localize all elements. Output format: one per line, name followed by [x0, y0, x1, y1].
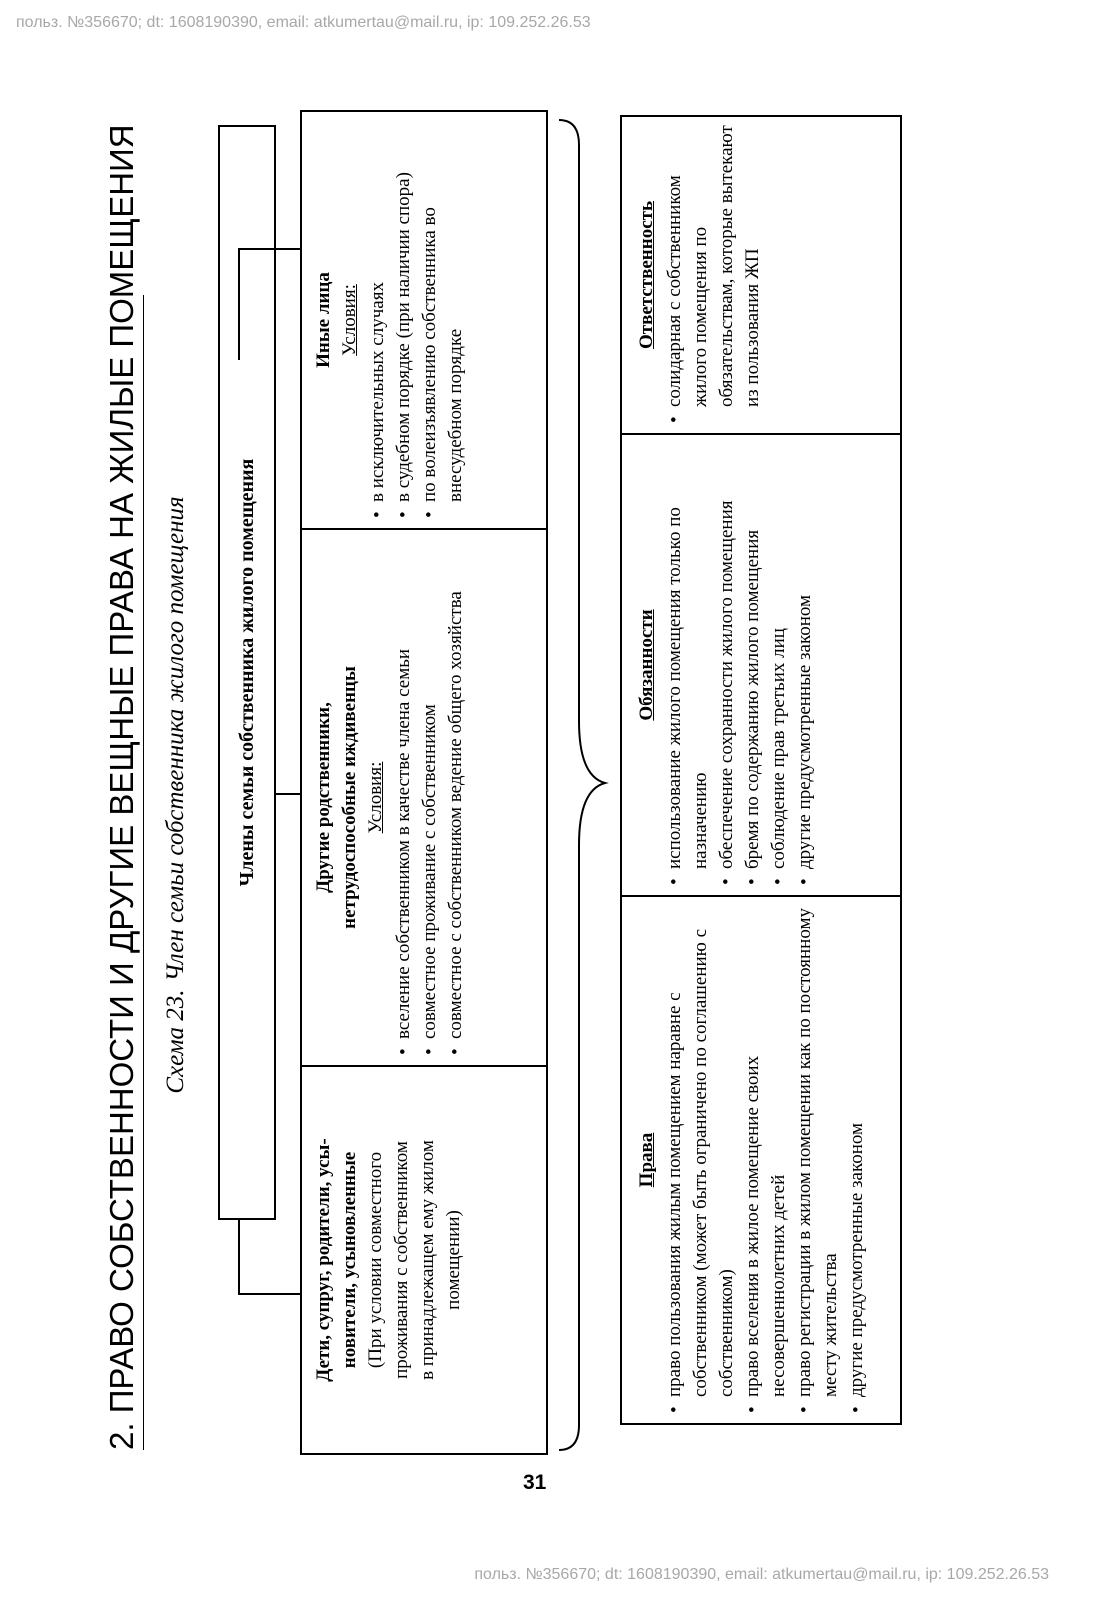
column-obligations-item: • использование жилого помещения только по назначению	[662, 443, 714, 887]
column-rights-item: • право пользования жилым помещением наравне с собственником (может быть ограничено по соглашению с собственником)	[662, 905, 740, 1415]
connector-left-vertical	[238, 1293, 300, 1295]
group-close-relatives-note-4: помещении)	[443, 1210, 464, 1310]
column-rights	[628, 897, 876, 1423]
column-obligations-heading: Обязанности	[636, 609, 657, 721]
caption-text: Член семьи собственника жилого помещения	[162, 496, 189, 982]
group-close-relatives-heading-1: Дети, супруг, родители, усы-	[313, 1138, 334, 1382]
caption-number: Схема 23.	[162, 989, 189, 1094]
column-rights-heading: Права	[636, 1132, 657, 1188]
connector-left-horizontal	[238, 1220, 240, 1295]
column-obligations	[628, 435, 824, 895]
connector-right-horizontal	[238, 250, 240, 360]
column-responsibility-heading: Ответственность	[636, 200, 657, 350]
root-node-label: Члены семьи собственника жилого помещения	[235, 458, 258, 887]
watermark-top: польз. №356670; dt: 1608190390, email: atkumertau@mail.ru, ip: 109.252.26.53	[16, 14, 591, 31]
brace-path	[559, 120, 605, 1450]
page-number: 31	[523, 1471, 547, 1494]
group-other-persons-conditions: Условия:	[339, 284, 360, 356]
column-rights-item: • право регистрации в жилом помещении как по постоянному месту жительства	[792, 905, 844, 1415]
group-other-persons-heading: Иные лица	[313, 272, 334, 368]
group-other-relatives-item: • совместное с собственником ведение общего хозяйства	[443, 538, 469, 1057]
rotated-page-content	[100, 124, 920, 1455]
group-other-relatives-heading-1: Другие родственники,	[313, 702, 334, 893]
watermark-bottom: польз. №356670; dt: 1608190390, email: atkumertau@mail.ru, ip: 109.252.26.53	[474, 1566, 1049, 1583]
group-close-relatives	[305, 1067, 473, 1453]
column-obligations-item: • соблюдение прав третьих лиц	[766, 443, 792, 887]
group-other-relatives	[305, 530, 475, 1065]
group-other-persons-item: • в судебном порядке (при наличии спора)	[391, 120, 417, 520]
column-rights-item: • право вселения в жилое помещение своих несовершеннолетних детей	[740, 905, 792, 1415]
column-rights-item: • другие предусмотренные законом	[844, 905, 870, 1415]
group-other-persons-item: • по волеизъявлению собственника во внесудебном порядке	[417, 120, 469, 520]
group-other-relatives-item: • вселение собственником в качестве члена семьи	[391, 538, 417, 1057]
title-underline	[143, 295, 144, 1450]
group-close-relatives-note-2: проживания с собственником	[391, 1141, 412, 1379]
brace-connector	[555, 110, 615, 1455]
page-title: 2. ПРАВО СОБСТВЕННОСТИ И ДРУГИЕ ВЕЩНЫЕ ПРАВА НА ЖИЛЫЕ ПОМЕЩЕНИЯ	[103, 124, 140, 1450]
column-responsibility	[628, 117, 772, 433]
group-close-relatives-heading-2: новители, усыновленные	[339, 1151, 360, 1369]
column-obligations-item: • бремя по содержанию жилого помещения	[740, 443, 766, 887]
column-obligations-item: • другие предусмотренные законом	[792, 443, 818, 887]
group-close-relatives-note-1: (При условии совместного	[365, 1151, 386, 1369]
column-obligations-item: • обеспечение сохранности жилого помещения	[714, 443, 740, 887]
group-other-relatives-heading-2: нетрудоспособные иждивенцы	[339, 666, 360, 929]
group-other-relatives-item: • совместное проживание с собственником	[417, 538, 443, 1057]
group-other-relatives-conditions: Условия:	[365, 761, 386, 834]
column-responsibility-item: • солидарная с собственником жилого помещения по обязательствам, которые вытекают из пользования ЖП	[662, 125, 766, 425]
connector-middle-vertical	[276, 793, 300, 795]
group-close-relatives-note-3: в принадлежащем ему жилом	[417, 1140, 438, 1380]
connector-right-vertical	[238, 248, 300, 250]
group-other-persons	[305, 112, 475, 528]
root-node	[218, 125, 276, 1220]
group-other-persons-item: • в исключительных случаях	[365, 120, 391, 520]
diagram-caption	[160, 135, 192, 1455]
